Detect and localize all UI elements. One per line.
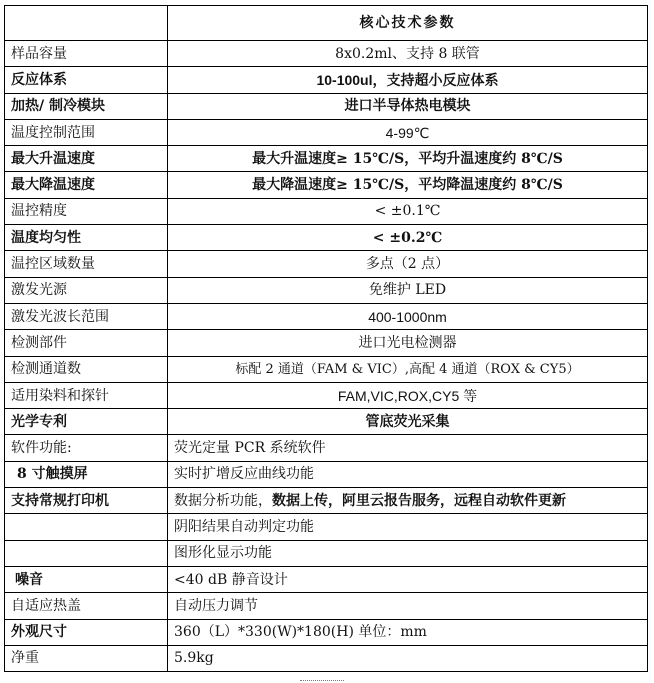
row-value-bold: 数据上传，阿里云报告服务，远程自动软件更新 — [272, 492, 566, 509]
row-value: 免维护 LED — [168, 277, 648, 303]
row-value — [168, 488, 648, 514]
row-value: 5.9kg — [168, 645, 648, 671]
row-label: 检测通道数 — [5, 356, 168, 382]
row-value: 360（L）*330(W)*180(H) 单位：mm — [168, 619, 648, 645]
table-row — [5, 172, 648, 198]
table-row — [5, 356, 648, 382]
spec-table — [4, 5, 648, 672]
table-row — [5, 93, 648, 119]
table-row — [5, 593, 648, 619]
row-value: <40 dB 静音设计 — [168, 566, 648, 592]
row-value: 阴阳结果自动判定功能 — [168, 514, 648, 540]
row-label: 噪音 — [5, 566, 168, 592]
row-label: 外观尺寸 — [5, 619, 168, 645]
table-row — [5, 488, 648, 514]
table-row — [5, 277, 648, 303]
row-label: 激发光源 — [5, 277, 168, 303]
row-label — [5, 540, 168, 566]
row-value-prefix: 数据分析功能， — [174, 492, 272, 509]
row-label: 软件功能: — [5, 435, 168, 461]
table-row — [5, 330, 648, 356]
row-label: 检测部件 — [5, 330, 168, 356]
table-row — [5, 566, 648, 592]
row-label: 反应体系 — [5, 67, 168, 93]
table-row — [5, 41, 648, 67]
row-value: 图形化显示功能 — [168, 540, 648, 566]
row-value: 最大降温速度≥ 15℃/S，平均降温速度约 8℃/S — [168, 172, 648, 198]
row-label: 温控精度 — [5, 198, 168, 224]
row-value: 4-99℃ — [168, 119, 648, 145]
row-label: 激发光波长范围 — [5, 303, 168, 329]
table-row — [5, 540, 648, 566]
row-value: 进口光电检测器 — [168, 330, 648, 356]
table-row — [5, 409, 648, 435]
row-label: 光学专利 — [5, 409, 168, 435]
row-value: 标配 2 通道（FAM & VIC）,高配 4 通道（ROX & CY5） — [168, 356, 648, 382]
row-label: 8 寸触摸屏 — [5, 461, 168, 487]
row-label: 净重 — [5, 645, 168, 671]
row-value: 管底荧光采集 — [168, 409, 648, 435]
table-header-row — [5, 6, 648, 41]
row-value: < ±0.2℃ — [168, 225, 648, 251]
row-label: 温度控制范围 — [5, 119, 168, 145]
row-value: 最大升温速度≥ 15℃/S，平均升温速度约 8℃/S — [168, 146, 648, 172]
row-value: 8x0.2ml、支持 8 联管 — [168, 41, 648, 67]
table-row — [5, 645, 648, 671]
table-row — [5, 251, 648, 277]
row-value: < ±0.1℃ — [168, 198, 648, 224]
row-label: 最大升温速度 — [5, 146, 168, 172]
table-row — [5, 198, 648, 224]
table-row — [5, 119, 648, 145]
row-label: 加热/ 制冷模块 — [5, 93, 168, 119]
row-value: 进口半导体热电模块 — [168, 93, 648, 119]
row-label: 样品容量 — [5, 41, 168, 67]
row-label: 自适应热盖 — [5, 593, 168, 619]
table-row — [5, 382, 648, 408]
table-row — [5, 303, 648, 329]
table-row — [5, 619, 648, 645]
row-label: 温控区域数量 — [5, 251, 168, 277]
row-label — [5, 514, 168, 540]
table-row — [5, 461, 648, 487]
table-row — [5, 67, 648, 93]
header-empty-cell — [5, 6, 168, 41]
table-row — [5, 146, 648, 172]
row-value: 400-1000nm — [168, 303, 648, 329]
row-label: 温度均匀性 — [5, 225, 168, 251]
row-value: 自动压力调节 — [168, 593, 648, 619]
table-row — [5, 514, 648, 540]
row-value: 荧光定量 PCR 系统软件 — [168, 435, 648, 461]
row-value: 实时扩增反应曲线功能 — [168, 461, 648, 487]
row-label: 支持常规打印机 — [5, 488, 168, 514]
table-row — [5, 225, 648, 251]
row-label: 适用染料和探针 — [5, 382, 168, 408]
row-value: 10-100ul，支持超小反应体系 — [168, 67, 648, 93]
row-label: 最大降温速度 — [5, 172, 168, 198]
table-row — [5, 435, 648, 461]
row-value: FAM,VIC,ROX,CY5 等 — [168, 382, 648, 408]
row-value: 多点（2 点） — [168, 251, 648, 277]
table-title: 核心技术参数 — [168, 6, 648, 41]
